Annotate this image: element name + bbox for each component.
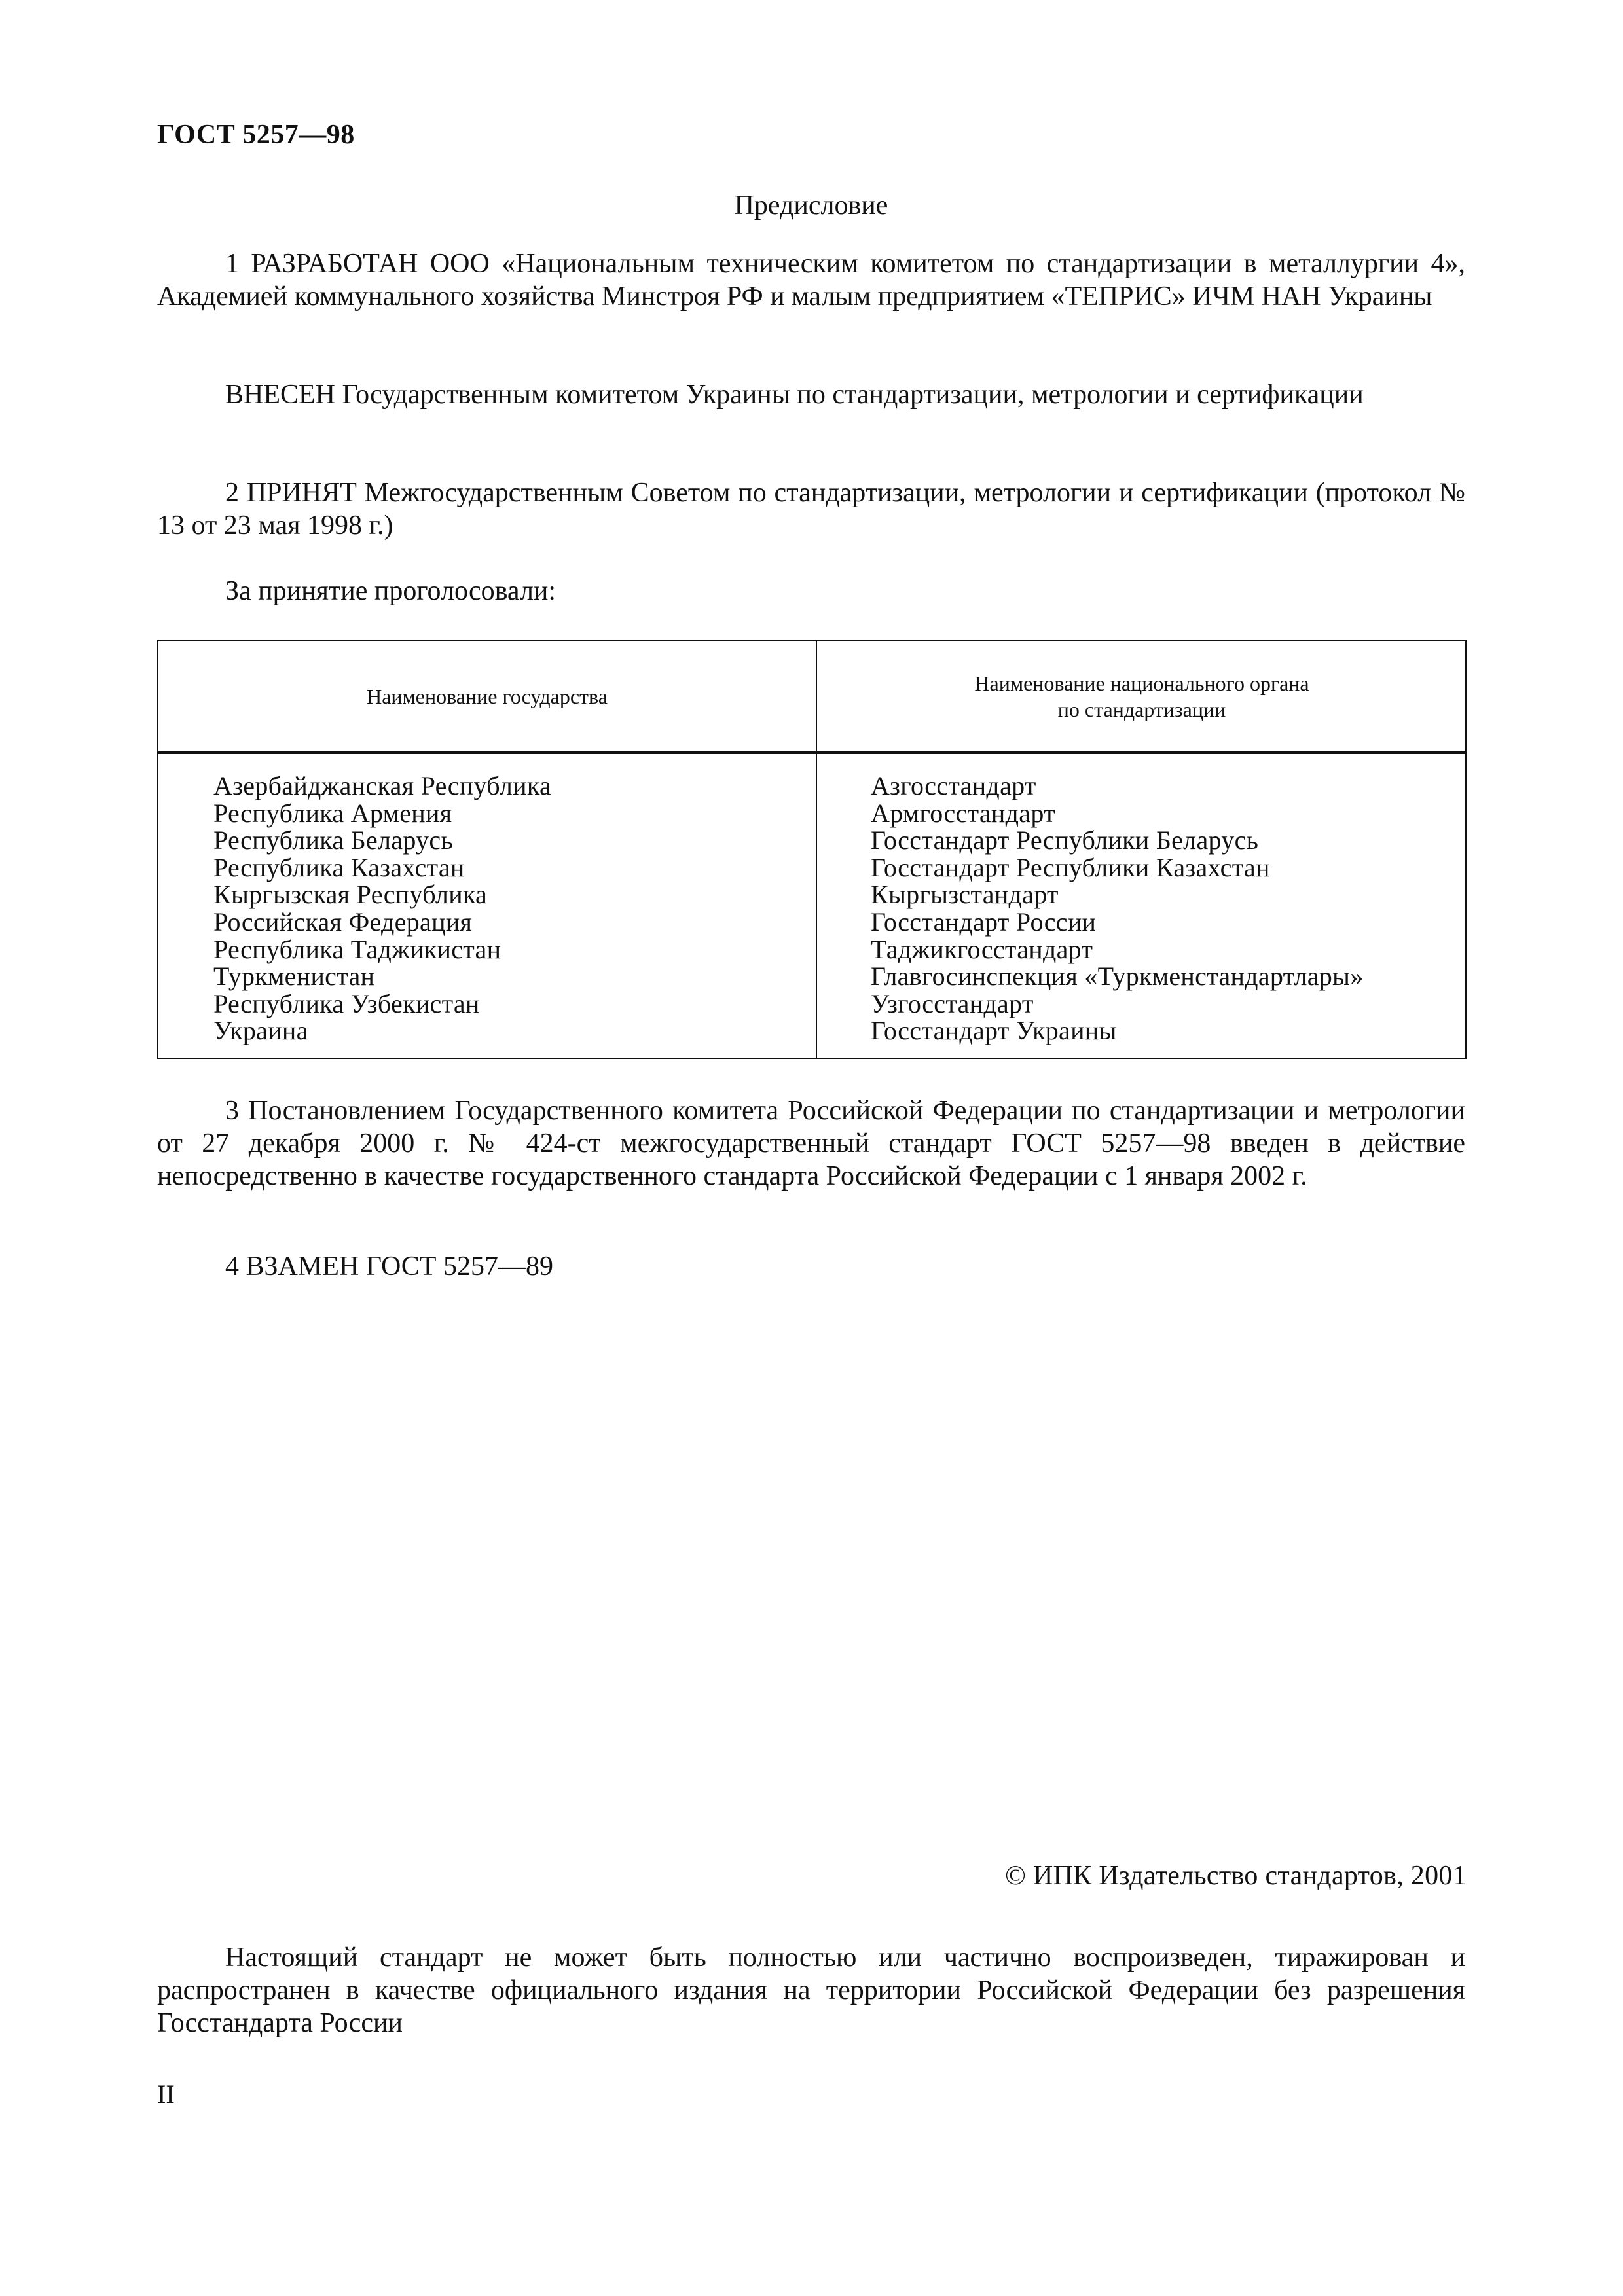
table-cell-state: Кыргызская Республика [213,880,488,910]
table-cell-state: Республика Беларусь [213,825,454,855]
table-cell-body: Таджикгосстандарт [871,934,1093,964]
paragraph-developed: 1 РАЗРАБОТАН ООО «Национальным техническим комитетом по стандартизации в металлургии 4», Академией коммунального хозяйства Минстроя РФ и малым предприятием «ТЕПРИС» ИЧМ НАН Украины [157,249,1465,312]
table-column-bodies [871,772,1364,1045]
voting-table [157,640,1467,1059]
page-number: II [157,2079,175,2109]
table-cell-body: Армгосстандарт [871,798,1055,828]
copyright-notice: © ИПК Издательство стандартов, 2001 [1004,1861,1467,1891]
table-cell-body: Азгосстандарт [871,771,1036,800]
paragraph-reproduction-notice: Настоящий стандарт не может быть полностью или частично воспроизведен, тиражирован и распространен в качестве официального издания на территории Российской Федерации без разрешения Госстандарта России [157,1943,1465,2038]
table-header-body [817,641,1467,751]
table-cell-body: Главгосинспекция «Туркменстандартлары» [871,961,1364,992]
table-cell-body: Кыргызстандарт [871,880,1059,910]
table-cell-body: Госстандарт Украины [871,1016,1117,1046]
table-cell-body: Госстандарт России [871,906,1097,937]
table-column-states [213,772,551,1045]
table-header-divider [158,751,1465,754]
table-cell-state: Украина [213,1016,308,1046]
table-cell-state: Республика Узбекистан [213,988,480,1018]
page-title: Предисловие [734,190,888,221]
table-cell-state: Российская Федерация [213,906,473,937]
paragraph-introduced: ВНЕСЕН Государственным комитетом Украины по стандартизации, метрологии и сертификации [225,380,1364,410]
doc-code-header: ГОСТ 5257—98 [157,120,355,150]
table-cell-state: Республика Армения [213,798,452,828]
paragraph-voted: За принятие проголосовали: [225,576,556,606]
table-cell-body: Узгосстандарт [871,988,1034,1018]
table-header-state [158,641,816,751]
table-cell-state: Республика Таджикистан [213,934,501,964]
paragraph-adopted: 2 ПРИНЯТ Межгосударственным Советом по стандартизации, метрологии и сертификации (протокол № 13 от 23 мая 1998 г.) [157,478,1465,541]
table-cell-state: Туркменистан [213,961,375,992]
table-cell-body: Госстандарт Республики Казахстан [871,852,1270,882]
table-cell-state: Азербайджанская Республика [213,771,552,800]
header-body-label-line1: Наименование национального органа [974,672,1309,695]
header-body-label-line2: по стандартизации [1057,698,1226,721]
table-cell-state: Республика Казахстан [213,852,465,882]
table-cell-body: Госстандарт Республики Беларусь [871,825,1259,855]
paragraph-enacted: 3 Постановлением Государственного комитета Российской Федерации по стандартизации и метрологии от 27 декабря 2000 г. № 424-ст межгосударственный стандарт ГОСТ 5257—98 введен в действие непосредственно в качестве государственного стандарта Российской Федерации с 1 января 2002 г. [157,1096,1465,1191]
paragraph-replaces: 4 ВЗАМЕН ГОСТ 5257—89 [225,1251,553,1282]
header-state-label: Наименование государства [367,685,608,708]
